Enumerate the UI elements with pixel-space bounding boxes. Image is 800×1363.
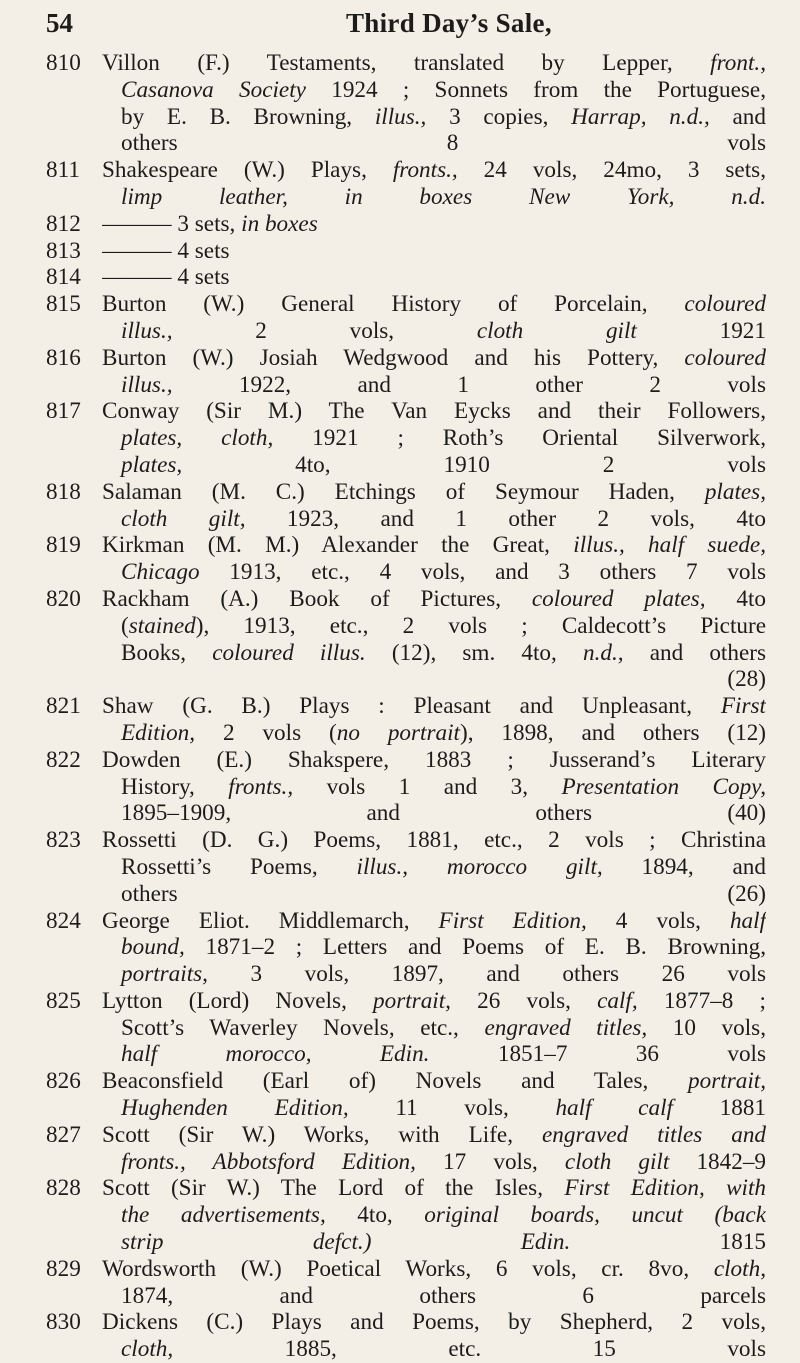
lot-description-line: fronts., Abbotsford Edition, 17 vols, cloth gilt 1842–9 (121, 1148, 766, 1175)
lot-entry (46, 264, 766, 291)
lot-description-line: Kirkman (M. M.) Alexander the Great, illus., half suede, (102, 532, 766, 559)
lot-entry (46, 211, 766, 238)
lot-entry (46, 586, 766, 693)
lot-entry (46, 693, 766, 747)
lot-description-line: Rossetti’s Poems, illus., morocco gilt, 1894, and (121, 853, 766, 880)
lot-description-line: illus., 2 vols, cloth gilt 1921 (121, 317, 766, 344)
lot-description-line: others 8 vols (121, 130, 766, 157)
lot-description-line: Edition, 2 vols (no portrait), 1898, and others (12) (121, 719, 766, 746)
lot-description-line: others (26) (121, 880, 766, 907)
lot-description-line: plates, 4to, 1910 2 vols (121, 451, 766, 478)
lot-number: 826 (46, 1068, 81, 1095)
lot-number: 813 (46, 237, 81, 264)
lot-number: 815 (46, 291, 81, 318)
lot-entry (46, 398, 766, 478)
lot-description-line: ——— 3 sets, in boxes (102, 210, 318, 237)
lot-description-line: cloth gilt, 1923, and 1 other 2 vols, 4to (121, 505, 766, 532)
lot-number: 816 (46, 344, 81, 371)
lot-description-line: Books, coloured illus. (12), sm. 4to, n.d., and others (121, 639, 766, 666)
lot-list (46, 50, 766, 1363)
lot-entry (46, 747, 766, 827)
lot-entry (46, 238, 766, 265)
lot-description-line: Chicago 1913, etc., 4 vols, and 3 others 7 vols (121, 559, 766, 586)
lot-entry (46, 1068, 766, 1122)
lot-entry (46, 532, 766, 586)
lot-description-line: Scott (Sir W.) Works, with Life, engraved titles and (102, 1121, 766, 1148)
lot-entry (46, 291, 766, 345)
lot-entry (46, 827, 766, 907)
lot-entry (46, 1175, 766, 1255)
lot-description-line: Rossetti (D. G.) Poems, 1881, etc., 2 vols ; Christina (102, 827, 766, 854)
lot-description-line: ——— 4 sets (102, 237, 230, 264)
lot-description-line: Conway (Sir M.) The Van Eycks and their Followers, (102, 398, 766, 425)
lot-description-line: Shakespeare (W.) Plays, fronts., 24 vols, 24mo, 3 sets, (102, 157, 766, 184)
lot-description-line: History, fronts., vols 1 and 3, Presentation Copy, (121, 773, 766, 800)
lot-description-line: half morocco, Edin. 1851–7 36 vols (121, 1041, 766, 1068)
lot-description-line: the advertisements, 4to, original boards, uncut (back (121, 1202, 766, 1229)
lot-description-line: (28) (727, 666, 766, 693)
lot-number: 817 (46, 398, 81, 425)
lot-number: 810 (46, 50, 81, 76)
lot-description-line: Salaman (M. C.) Etchings of Seymour Haden, plates, (102, 478, 766, 505)
lot-description-line: Shaw (G. B.) Plays : Pleasant and Unpleasant, First (102, 693, 766, 720)
lot-description-line: (stained), 1913, etc., 2 vols ; Caldecott’s Picture (121, 612, 766, 639)
lot-entry (46, 50, 766, 157)
lot-description-line: Burton (W.) General History of Porcelain, coloured (102, 291, 766, 318)
lot-description-line: Lytton (Lord) Novels, portrait, 26 vols, calf, 1877–8 ; (102, 987, 766, 1014)
lot-description-line: illus., 1922, and 1 other 2 vols (121, 371, 766, 398)
lot-number: 822 (46, 746, 81, 773)
lot-description-line: cloth, 1885, etc. 15 vols (121, 1336, 766, 1363)
lot-number: 821 (46, 693, 81, 720)
lot-number: 828 (46, 1175, 81, 1202)
lot-number: 818 (46, 478, 81, 505)
lot-description-line: Scott’s Waverley Novels, etc., engraved titles, 10 vols, (121, 1014, 766, 1041)
lot-description-line: Beaconsfield (Earl of) Novels and Tales, portrait, (102, 1068, 766, 1095)
lot-entry (46, 1309, 766, 1363)
lot-number: 814 (46, 264, 81, 291)
lot-description-line: by E. B. Browning, illus., 3 copies, Harrap, n.d., and (121, 103, 766, 130)
lot-entry (46, 157, 766, 211)
lot-description-line: plates, cloth, 1921 ; Roth’s Oriental Silverwork, (121, 425, 766, 452)
lot-entry (46, 479, 766, 533)
lot-description-line: limp leather, in boxes New York, n.d. (121, 183, 766, 210)
lot-entry (46, 1256, 766, 1310)
lot-description-line: Dickens (C.) Plays and Poems, by Shepherd, 2 vols, (102, 1309, 766, 1336)
lot-number: 829 (46, 1255, 81, 1282)
lot-number: 830 (46, 1309, 81, 1336)
lot-description-line: bound, 1871–2 ; Letters and Poems of E. B. Browning, (121, 934, 766, 961)
lot-description-line: Scott (Sir W.) The Lord of the Isles, First Edition, with (102, 1175, 766, 1202)
lot-description-line: Burton (W.) Josiah Wedgwood and his Pottery, coloured (102, 344, 766, 371)
lot-description-line: 1895–1909, and others (40) (121, 800, 766, 827)
lot-number: 827 (46, 1121, 81, 1148)
page-number: 54 (46, 8, 73, 38)
lot-description-line: Dowden (E.) Shakspere, 1883 ; Jusserand’s Literary (102, 746, 766, 773)
lot-number: 812 (46, 210, 81, 237)
lot-entry (46, 345, 766, 399)
lot-number: 823 (46, 827, 81, 854)
lot-description-line: portraits, 3 vols, 1897, and others 26 vols (121, 961, 766, 988)
lot-description-line: 1874, and others 6 parcels (121, 1282, 766, 1309)
lot-description-line: George Eliot. Middlemarch, First Edition, 4 vols, half (102, 907, 766, 934)
page-header (46, 8, 760, 42)
lot-number: 824 (46, 907, 81, 934)
lot-number: 825 (46, 987, 81, 1014)
lot-number: 811 (46, 157, 80, 184)
lot-description-line: strip defct.) Edin. 1815 (121, 1229, 766, 1256)
lot-description-line: Casanova Society 1924 ; Sonnets from the Portuguese, (121, 76, 766, 103)
lot-description-line: Hughenden Edition, 11 vols, half calf 1881 (121, 1095, 766, 1122)
running-title: Third Day’s Sale, (346, 8, 552, 38)
lot-description-line: Wordsworth (W.) Poetical Works, 6 vols, cr. 8vo, cloth, (102, 1255, 766, 1282)
lot-entry (46, 908, 766, 988)
lot-description-line: Rackham (A.) Book of Pictures, coloured plates, 4to (102, 585, 766, 612)
lot-entry (46, 988, 766, 1068)
lot-number: 820 (46, 585, 81, 612)
lot-description-line: Villon (F.) Testaments, translated by Lepper, front., (102, 50, 766, 76)
lot-entry (46, 1122, 766, 1176)
lot-description-line: ——— 4 sets (102, 264, 230, 291)
lot-number: 819 (46, 532, 81, 559)
